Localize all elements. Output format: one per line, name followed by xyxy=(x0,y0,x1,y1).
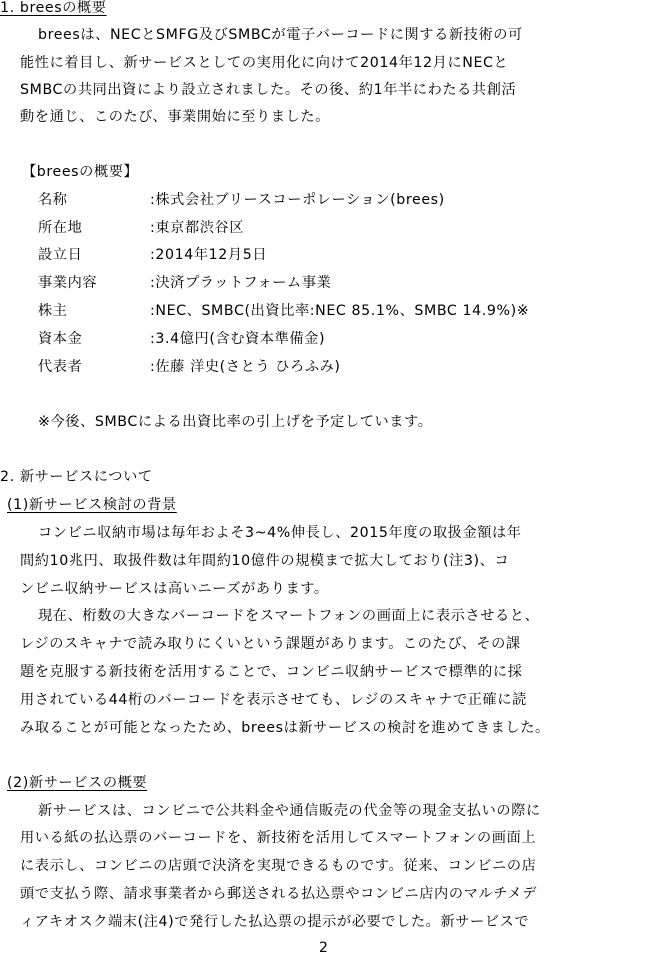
subsection-1-para-line: 用されている44桁のバーコードを表示させても、レジのスキャナで正確に読 xyxy=(20,692,527,708)
subsection-2-heading xyxy=(7,773,147,793)
profile-term: 設立日 xyxy=(38,247,83,263)
subsection-2-para-line: ィアキオスク端末(注4)で発行した払込票の提示が必要でした。新サービスで xyxy=(20,914,530,930)
subsection-1-para-line: み取ることが可能となったため、breesは新サービスの検討を進めてきました。 xyxy=(20,720,550,736)
subsection-1-para-line: ンビニ収納サービスは高いニーズがあります。 xyxy=(20,581,329,597)
subsection-1-para-line: 現在、桁数の大きなバーコードをスマートフォンの画面上に表示させると、 xyxy=(38,608,540,624)
profile-value: :株式会社ブリースコーポレーション(brees) xyxy=(150,192,445,208)
profile-term: 資本金 xyxy=(38,331,83,347)
profile-value: :東京都渋谷区 xyxy=(150,220,245,236)
subsection-2-heading-text: (2)新サービスの概要 xyxy=(7,775,148,791)
subsection-2-para-line: に表示し、コンビニの店頭で決済を実現できるものです。従来、コンビニの店 xyxy=(20,858,537,874)
profile-term: 代表者 xyxy=(38,359,83,375)
page-number: 2 xyxy=(319,940,328,956)
section-1-para-line: 能性に着目し、新サービスとしての実用化に向けて2014年12月にNECと xyxy=(20,55,509,71)
subsection-1-para-line: コンビニ収納市場は毎年およそ3~4%伸長し、2015年度の取扱金額は年 xyxy=(38,525,522,541)
section-1-para-line: breesは、NECとSMFG及びSMBCが電子バーコードに関する新技術の可 xyxy=(38,27,523,43)
profile-value: :NEC、SMBC(出資比率:NEC 85.1%、SMBC 14.9%)※ xyxy=(150,303,530,319)
section-1-heading xyxy=(0,0,107,18)
subsection-1-para-line: 間約10兆円、取扱件数は年間約10億件の規模まで拡大しており(注3)、コ xyxy=(20,553,510,569)
subsection-2-para-line: 用いる紙の払込票のバーコードを、新技術を活用してスマートフォンの画面上 xyxy=(20,830,537,846)
section-2-heading: 2. 新サービスについて xyxy=(0,469,153,485)
profile-note: ※今後、SMBCによる出資比率の引上げを予定しています。 xyxy=(38,414,433,430)
section-1-para-line: 動を通じ、このたび、事業開始に至りました。 xyxy=(20,109,330,125)
subsection-1-para-line: レジのスキャナで読み取りにくいという課題があります。このたび、その課 xyxy=(20,636,521,652)
profile-term: 名称 xyxy=(38,192,68,208)
profile-value: :佐藤 洋史(さとう ひろふみ) xyxy=(150,359,341,375)
section-1-para-line: SMBCの共同出資により設立されました。その後、約1年半にわたる共創活 xyxy=(20,82,517,98)
profile-term: 事業内容 xyxy=(38,275,98,291)
section-1-heading-text: 1. breesの概要 xyxy=(0,0,107,16)
profile-term: 所在地 xyxy=(38,220,83,236)
subsection-1-para-line: 題を克服する新技術を活用することで、コンビニ収納サービスで標準的に採 xyxy=(20,664,523,680)
subsection-1-heading-text: (1)新サービス検討の背景 xyxy=(7,497,177,513)
subsection-1-heading xyxy=(7,495,177,515)
profile-value: :2014年12月5日 xyxy=(150,247,268,263)
profile-value: :決済プラットフォーム事業 xyxy=(150,275,332,291)
subsection-2-para-line: 新サービスは、コンビニで公共料金や通信販売の代金等の現金支払いの際に xyxy=(38,803,541,819)
profile-term: 株主 xyxy=(38,303,68,319)
subsection-2-para-line: 頭で支払う際、請求事業者から郵送される払込票やコンビニ店内のマルチメデ xyxy=(20,886,537,902)
profile-value: :3.4億円(含む資本準備金) xyxy=(150,331,326,347)
profile-title: 【breesの概要】 xyxy=(22,164,139,180)
